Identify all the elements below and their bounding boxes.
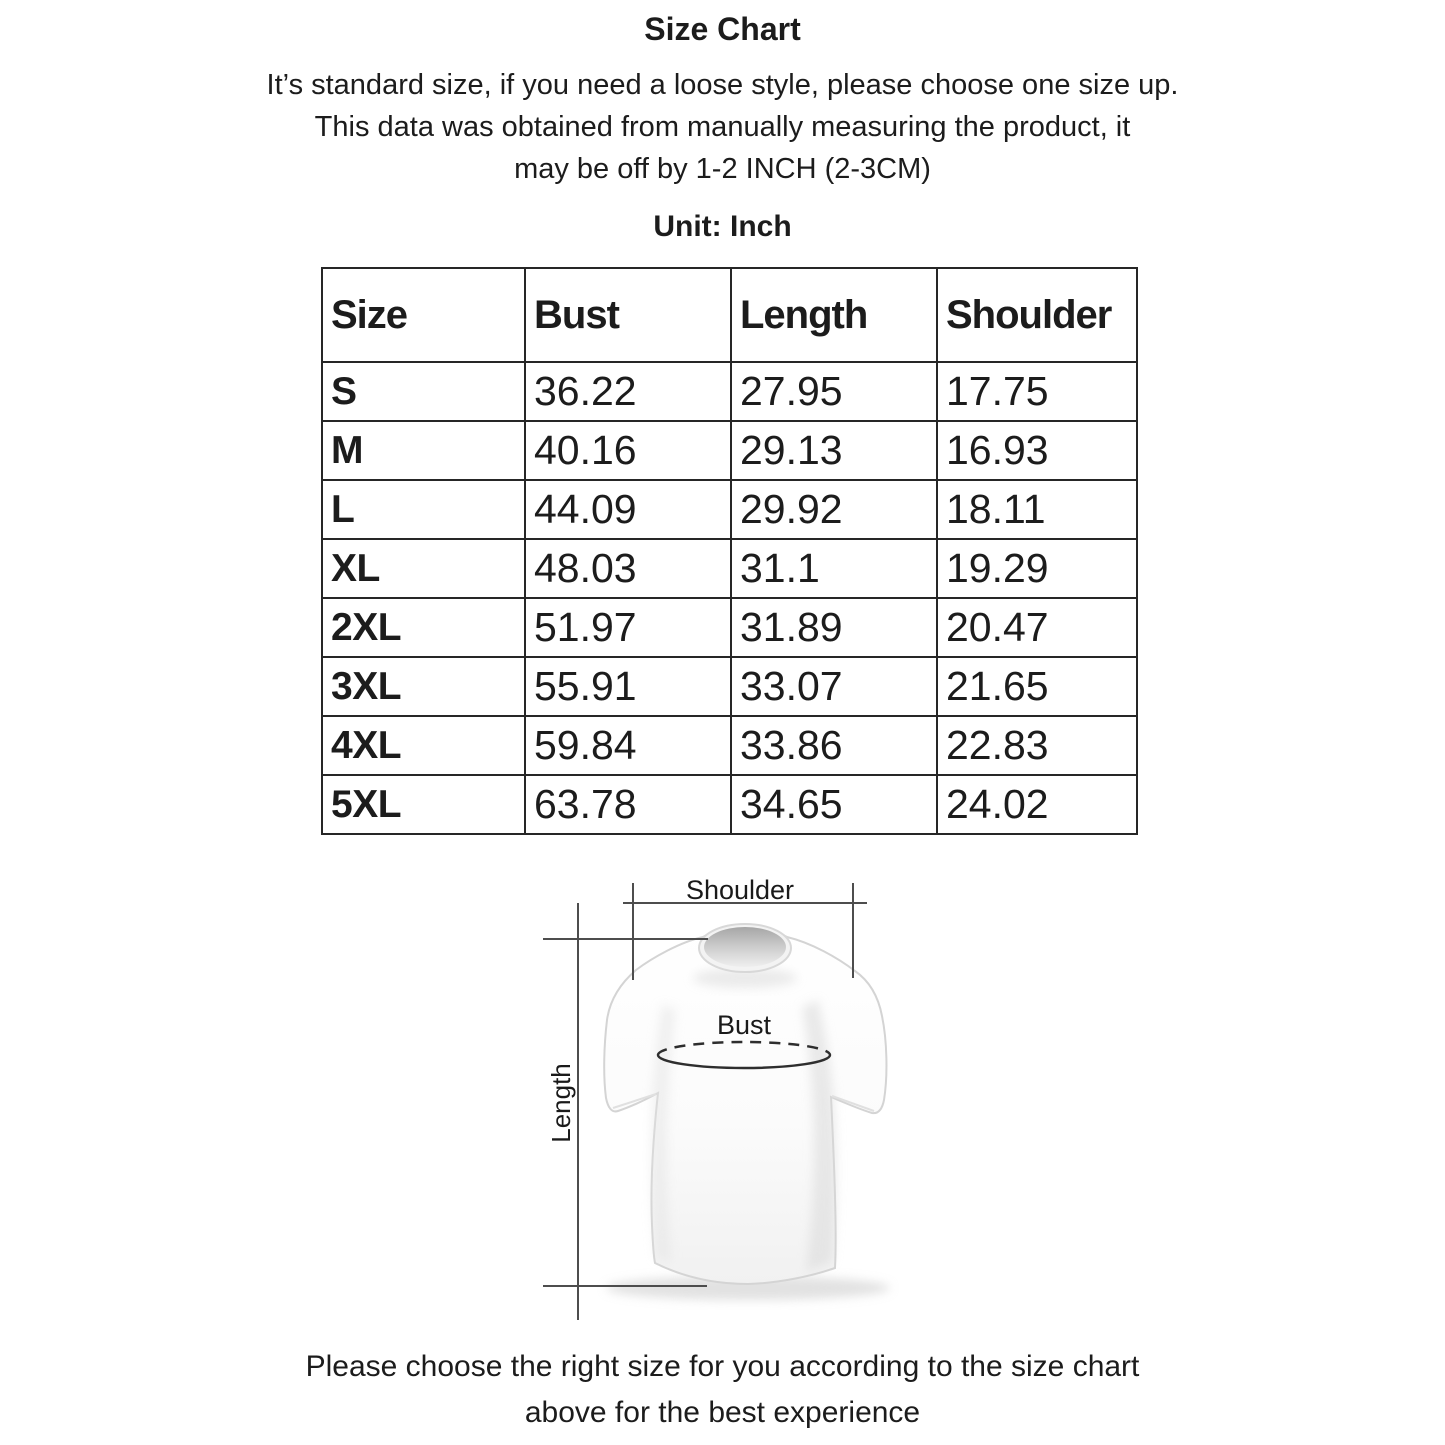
length-cell: 33.07: [731, 657, 937, 716]
size-cell: 3XL: [322, 657, 525, 716]
table-row: [322, 775, 1137, 834]
bust-cell: 44.09: [525, 480, 731, 539]
length-cell: 34.65: [731, 775, 937, 834]
bust-cell: 51.97: [525, 598, 731, 657]
unit-label: Unit: Inch: [653, 210, 792, 243]
shoulder-cell: 21.65: [937, 657, 1137, 716]
col-header-bust: Bust: [525, 268, 731, 362]
intro-line-2: This data was obtained from manually measuring the product, it: [314, 111, 1131, 143]
shoulder-cell: 20.47: [937, 598, 1137, 657]
size-cell: 4XL: [322, 716, 525, 775]
length-cell: 27.95: [731, 362, 937, 421]
table-header-row: [322, 268, 1137, 362]
shoulder-cell: 16.93: [937, 421, 1137, 480]
bust-cell: 40.16: [525, 421, 731, 480]
size-cell: 5XL: [322, 775, 525, 834]
length-cell: 31.1: [731, 539, 937, 598]
col-header-length: Length: [731, 268, 937, 362]
shoulder-cell: 17.75: [937, 362, 1137, 421]
footer-line-1: Please choose the right size for you according to the size chart: [305, 1350, 1140, 1383]
shoulder-label: Shoulder: [685, 875, 795, 905]
tshirt-measure-diagram: [520, 868, 980, 1340]
bust-cell: 55.91: [525, 657, 731, 716]
bust-label: Bust: [716, 1010, 772, 1040]
col-header-shoulder: Shoulder: [937, 268, 1137, 362]
size-cell: M: [322, 421, 525, 480]
intro-line-1: It’s standard size, if you need a loose style, please choose one size up.: [266, 69, 1179, 101]
table-row: [322, 657, 1137, 716]
size-cell: L: [322, 480, 525, 539]
table-row: [322, 716, 1137, 775]
intro-line-3: may be off by 1-2 INCH (2-3CM): [514, 153, 931, 185]
table-row: [322, 539, 1137, 598]
table-row: [322, 598, 1137, 657]
shoulder-cell: 24.02: [937, 775, 1137, 834]
length-cell: 33.86: [731, 716, 937, 775]
bust-cell: 59.84: [525, 716, 731, 775]
shoulder-cell: 18.11: [937, 480, 1137, 539]
table-row: [322, 362, 1137, 421]
table-row: [322, 480, 1137, 539]
neck-opening: [704, 927, 786, 967]
length-cell: 29.92: [731, 480, 937, 539]
size-table: [321, 267, 1138, 835]
size-cell: 2XL: [322, 598, 525, 657]
bust-cell: 36.22: [525, 362, 731, 421]
intro-text: [0, 64, 1445, 190]
size-cell: S: [322, 362, 525, 421]
table-row: [322, 421, 1137, 480]
size-cell: XL: [322, 539, 525, 598]
shoulder-cell: 19.29: [937, 539, 1137, 598]
col-header-size: Size: [322, 268, 525, 362]
length-cell: 31.89: [731, 598, 937, 657]
bust-cell: 63.78: [525, 775, 731, 834]
footer-line-2: above for the best experience: [524, 1396, 921, 1429]
shoulder-cell: 22.83: [937, 716, 1137, 775]
length-label: Length: [546, 1063, 576, 1143]
bust-cell: 48.03: [525, 539, 731, 598]
page-title: Size Chart: [644, 11, 801, 47]
footer-note: [0, 1344, 1445, 1436]
length-cell: 29.13: [731, 421, 937, 480]
